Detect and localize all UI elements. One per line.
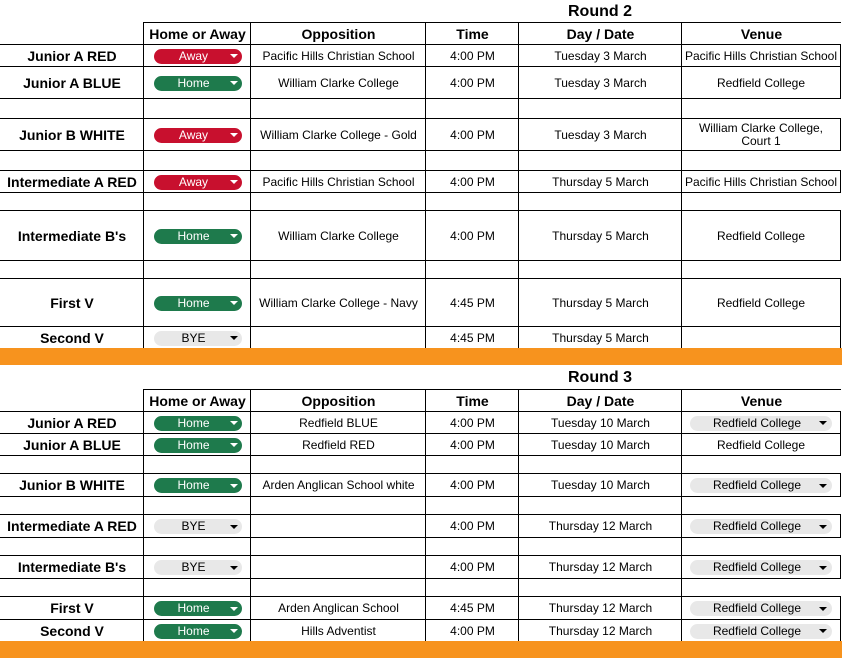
team-name: First V	[0, 278, 144, 327]
home-away-value: Home	[177, 437, 210, 452]
team-name: Junior A RED	[0, 44, 144, 67]
home-away-value: Home	[177, 228, 210, 243]
home-away-dropdown[interactable]	[154, 624, 242, 639]
venue-cell	[681, 326, 841, 349]
venue-cell: Pacific Hills Christian School	[681, 44, 841, 67]
empty-cell	[425, 578, 519, 597]
opposition-cell	[250, 555, 426, 579]
home-away-dropdown[interactable]	[154, 478, 242, 493]
time-cell: 4:45 PM	[425, 278, 519, 327]
home-away-value: Home	[177, 601, 210, 615]
time-cell: 4:00 PM	[425, 118, 519, 151]
opposition-cell: Pacific Hills Christian School	[250, 170, 426, 193]
chevron-down-icon	[226, 566, 242, 570]
team-name: Intermediate A RED	[0, 170, 144, 193]
empty-cell	[425, 537, 519, 556]
column-header: Home or Away	[143, 389, 251, 412]
empty-cell	[681, 537, 841, 556]
time-cell: 4:00 PM	[425, 619, 519, 642]
venue-cell: William Clarke College, Court 1	[681, 118, 841, 151]
time-cell: 4:00 PM	[425, 210, 519, 261]
home-away-cell	[143, 44, 251, 67]
team-name: Junior A RED	[0, 411, 144, 434]
chevron-down-icon	[814, 525, 832, 529]
empty-cell	[143, 455, 251, 474]
empty-cell	[425, 455, 519, 474]
empty-cell	[425, 98, 519, 119]
time-cell: 4:00 PM	[425, 555, 519, 579]
chevron-down-icon	[814, 607, 832, 611]
venue-cell: Redfield College	[681, 66, 841, 99]
empty-cell	[250, 260, 426, 279]
time-cell: 4:00 PM	[425, 514, 519, 538]
empty-cell	[681, 192, 841, 211]
empty-cell	[518, 98, 682, 119]
empty-cell	[0, 260, 144, 279]
time-cell: 4:00 PM	[425, 44, 519, 67]
venue-value: Redfield College	[712, 560, 802, 574]
venue-dropdown[interactable]	[690, 601, 832, 616]
home-away-value: Home	[177, 295, 210, 310]
chevron-down-icon	[226, 421, 242, 425]
venue-value: Redfield College	[712, 519, 802, 533]
opposition-cell: Hills Adventist	[250, 619, 426, 642]
opposition-cell: Arden Anglican School	[250, 596, 426, 620]
date-cell: Thursday 5 March	[518, 170, 682, 193]
time-cell: 4:00 PM	[425, 66, 519, 99]
empty-cell	[143, 496, 251, 515]
empty-cell	[0, 578, 144, 597]
team-name: Second V	[0, 619, 144, 642]
column-header: Home or Away	[143, 22, 251, 45]
header-blank	[0, 389, 144, 412]
date-cell: Thursday 12 March	[518, 596, 682, 620]
empty-cell	[425, 150, 519, 171]
empty-cell	[518, 496, 682, 515]
date-cell: Tuesday 10 March	[518, 473, 682, 497]
home-away-cell	[143, 433, 251, 456]
venue-cell	[681, 411, 841, 434]
chevron-down-icon	[226, 180, 242, 184]
home-away-value: Away	[178, 48, 209, 63]
venue-cell	[681, 596, 841, 620]
team-name: Intermediate B's	[0, 555, 144, 579]
empty-cell	[250, 537, 426, 556]
column-header: Venue	[681, 22, 841, 45]
empty-cell	[143, 192, 251, 211]
date-cell: Thursday 5 March	[518, 210, 682, 261]
opposition-cell: William Clarke College	[250, 210, 426, 261]
empty-cell	[143, 537, 251, 556]
home-away-cell	[143, 170, 251, 193]
home-away-dropdown[interactable]	[154, 128, 242, 143]
chevron-down-icon	[226, 629, 242, 633]
chevron-down-icon	[226, 336, 242, 340]
column-header: Time	[425, 22, 519, 45]
date-cell: Thursday 12 March	[518, 514, 682, 538]
home-away-value: Away	[178, 127, 209, 142]
empty-cell	[250, 496, 426, 515]
time-cell: 4:00 PM	[425, 170, 519, 193]
chevron-down-icon	[814, 484, 832, 488]
chevron-down-icon	[814, 421, 832, 425]
empty-cell	[518, 260, 682, 279]
home-away-cell	[143, 473, 251, 497]
home-away-value: Home	[177, 415, 210, 430]
home-away-value: Home	[177, 623, 210, 638]
opposition-cell: Redfield BLUE	[250, 411, 426, 434]
team-name: First V	[0, 596, 144, 620]
home-away-cell	[143, 514, 251, 538]
venue-cell: Pacific Hills Christian School	[681, 170, 841, 193]
empty-cell	[425, 260, 519, 279]
venue-value: Redfield College	[712, 601, 802, 615]
home-away-dropdown[interactable]	[154, 331, 242, 346]
opposition-cell: Pacific Hills Christian School	[250, 44, 426, 67]
opposition-cell: Arden Anglican School white	[250, 473, 426, 497]
home-away-dropdown[interactable]	[154, 76, 242, 91]
chevron-down-icon	[226, 54, 242, 58]
home-away-value: Away	[178, 174, 209, 189]
venue-value: Redfield College	[712, 415, 802, 430]
venue-dropdown[interactable]	[690, 560, 832, 575]
chevron-down-icon	[226, 81, 242, 85]
chevron-down-icon	[226, 133, 242, 137]
empty-cell	[143, 260, 251, 279]
empty-cell	[681, 578, 841, 597]
team-name: Junior B WHITE	[0, 118, 144, 151]
empty-cell	[518, 455, 682, 474]
section-divider	[0, 641, 842, 658]
empty-cell	[681, 98, 841, 119]
empty-cell	[143, 578, 251, 597]
section-divider	[0, 348, 842, 365]
venue-cell: Redfield College	[681, 210, 841, 261]
team-name: Second V	[0, 326, 144, 349]
date-cell: Thursday 5 March	[518, 326, 682, 349]
empty-cell	[681, 455, 841, 474]
home-away-dropdown[interactable]	[154, 49, 242, 64]
time-cell: 4:00 PM	[425, 411, 519, 434]
home-away-cell	[143, 66, 251, 99]
time-cell: 4:00 PM	[425, 433, 519, 456]
home-away-value: Home	[177, 478, 210, 492]
home-away-cell	[143, 278, 251, 327]
chevron-down-icon	[814, 629, 832, 633]
time-cell: 4:00 PM	[425, 473, 519, 497]
venue-cell	[681, 555, 841, 579]
empty-cell	[518, 537, 682, 556]
home-away-dropdown[interactable]	[154, 438, 242, 453]
empty-cell	[0, 192, 144, 211]
column-header: Venue	[681, 389, 841, 412]
chevron-down-icon	[226, 607, 242, 611]
home-away-cell	[143, 411, 251, 434]
empty-cell	[250, 98, 426, 119]
home-away-value: BYE	[181, 330, 206, 345]
venue-cell	[681, 473, 841, 497]
opposition-cell	[250, 326, 426, 349]
team-name: Junior B WHITE	[0, 473, 144, 497]
empty-cell	[250, 455, 426, 474]
opposition-cell: William Clarke College - Gold	[250, 118, 426, 151]
date-cell: Tuesday 10 March	[518, 411, 682, 434]
venue-cell: Redfield College	[681, 278, 841, 327]
venue-value: Redfield College	[712, 478, 802, 492]
empty-cell	[0, 98, 144, 119]
empty-cell	[0, 537, 144, 556]
home-away-dropdown[interactable]	[154, 519, 242, 534]
team-name: Intermediate B's	[0, 210, 144, 261]
date-cell: Tuesday 3 March	[518, 118, 682, 151]
team-name: Junior A BLUE	[0, 66, 144, 99]
home-away-cell	[143, 326, 251, 349]
venue-cell	[681, 514, 841, 538]
header-blank	[0, 22, 144, 45]
venue-cell: Redfield College	[681, 433, 841, 456]
chevron-down-icon	[226, 443, 242, 447]
time-cell: 4:45 PM	[425, 596, 519, 620]
empty-cell	[518, 578, 682, 597]
venue-dropdown[interactable]	[690, 624, 832, 639]
home-away-value: Home	[177, 75, 210, 90]
column-header: Opposition	[250, 389, 426, 412]
column-header: Day / Date	[518, 389, 682, 412]
empty-cell	[425, 192, 519, 211]
opposition-cell: William Clarke College - Navy	[250, 278, 426, 327]
venue-dropdown[interactable]	[690, 478, 832, 493]
chevron-down-icon	[226, 234, 242, 238]
empty-cell	[0, 455, 144, 474]
venue-dropdown[interactable]	[690, 519, 832, 534]
date-cell: Thursday 12 March	[518, 555, 682, 579]
empty-cell	[518, 150, 682, 171]
home-away-cell	[143, 619, 251, 642]
chevron-down-icon	[226, 525, 242, 529]
venue-value: Redfield College	[712, 623, 802, 638]
round-title: Round 2	[568, 3, 632, 20]
date-cell: Tuesday 10 March	[518, 433, 682, 456]
home-away-cell	[143, 210, 251, 261]
chevron-down-icon	[226, 484, 242, 488]
home-away-cell	[143, 596, 251, 620]
date-cell: Thursday 12 March	[518, 619, 682, 642]
venue-cell	[681, 619, 841, 642]
empty-cell	[250, 578, 426, 597]
home-away-dropdown[interactable]	[154, 416, 242, 431]
empty-cell	[681, 150, 841, 171]
opposition-cell: William Clarke College	[250, 66, 426, 99]
empty-cell	[681, 260, 841, 279]
chevron-down-icon	[814, 566, 832, 570]
home-away-dropdown[interactable]	[154, 229, 242, 244]
date-cell: Tuesday 3 March	[518, 44, 682, 67]
home-away-value: BYE	[181, 560, 206, 574]
empty-cell	[518, 192, 682, 211]
venue-dropdown[interactable]	[690, 416, 832, 431]
time-cell: 4:45 PM	[425, 326, 519, 349]
home-away-dropdown[interactable]	[154, 560, 242, 575]
empty-cell	[681, 496, 841, 515]
chevron-down-icon	[226, 301, 242, 305]
column-header: Day / Date	[518, 22, 682, 45]
opposition-cell	[250, 514, 426, 538]
empty-cell	[425, 496, 519, 515]
team-name: Intermediate A RED	[0, 514, 144, 538]
empty-cell	[0, 150, 144, 171]
round-title: Round 3	[568, 369, 632, 386]
date-cell: Tuesday 3 March	[518, 66, 682, 99]
home-away-dropdown[interactable]	[154, 296, 242, 311]
empty-cell	[143, 150, 251, 171]
home-away-dropdown[interactable]	[154, 601, 242, 616]
home-away-cell	[143, 118, 251, 151]
column-header: Opposition	[250, 22, 426, 45]
home-away-cell	[143, 555, 251, 579]
team-name: Junior A BLUE	[0, 433, 144, 456]
home-away-value: BYE	[181, 519, 206, 533]
home-away-dropdown[interactable]	[154, 175, 242, 190]
column-header: Time	[425, 389, 519, 412]
empty-cell	[143, 98, 251, 119]
empty-cell	[250, 192, 426, 211]
empty-cell	[250, 150, 426, 171]
date-cell: Thursday 5 March	[518, 278, 682, 327]
opposition-cell: Redfield RED	[250, 433, 426, 456]
empty-cell	[0, 496, 144, 515]
